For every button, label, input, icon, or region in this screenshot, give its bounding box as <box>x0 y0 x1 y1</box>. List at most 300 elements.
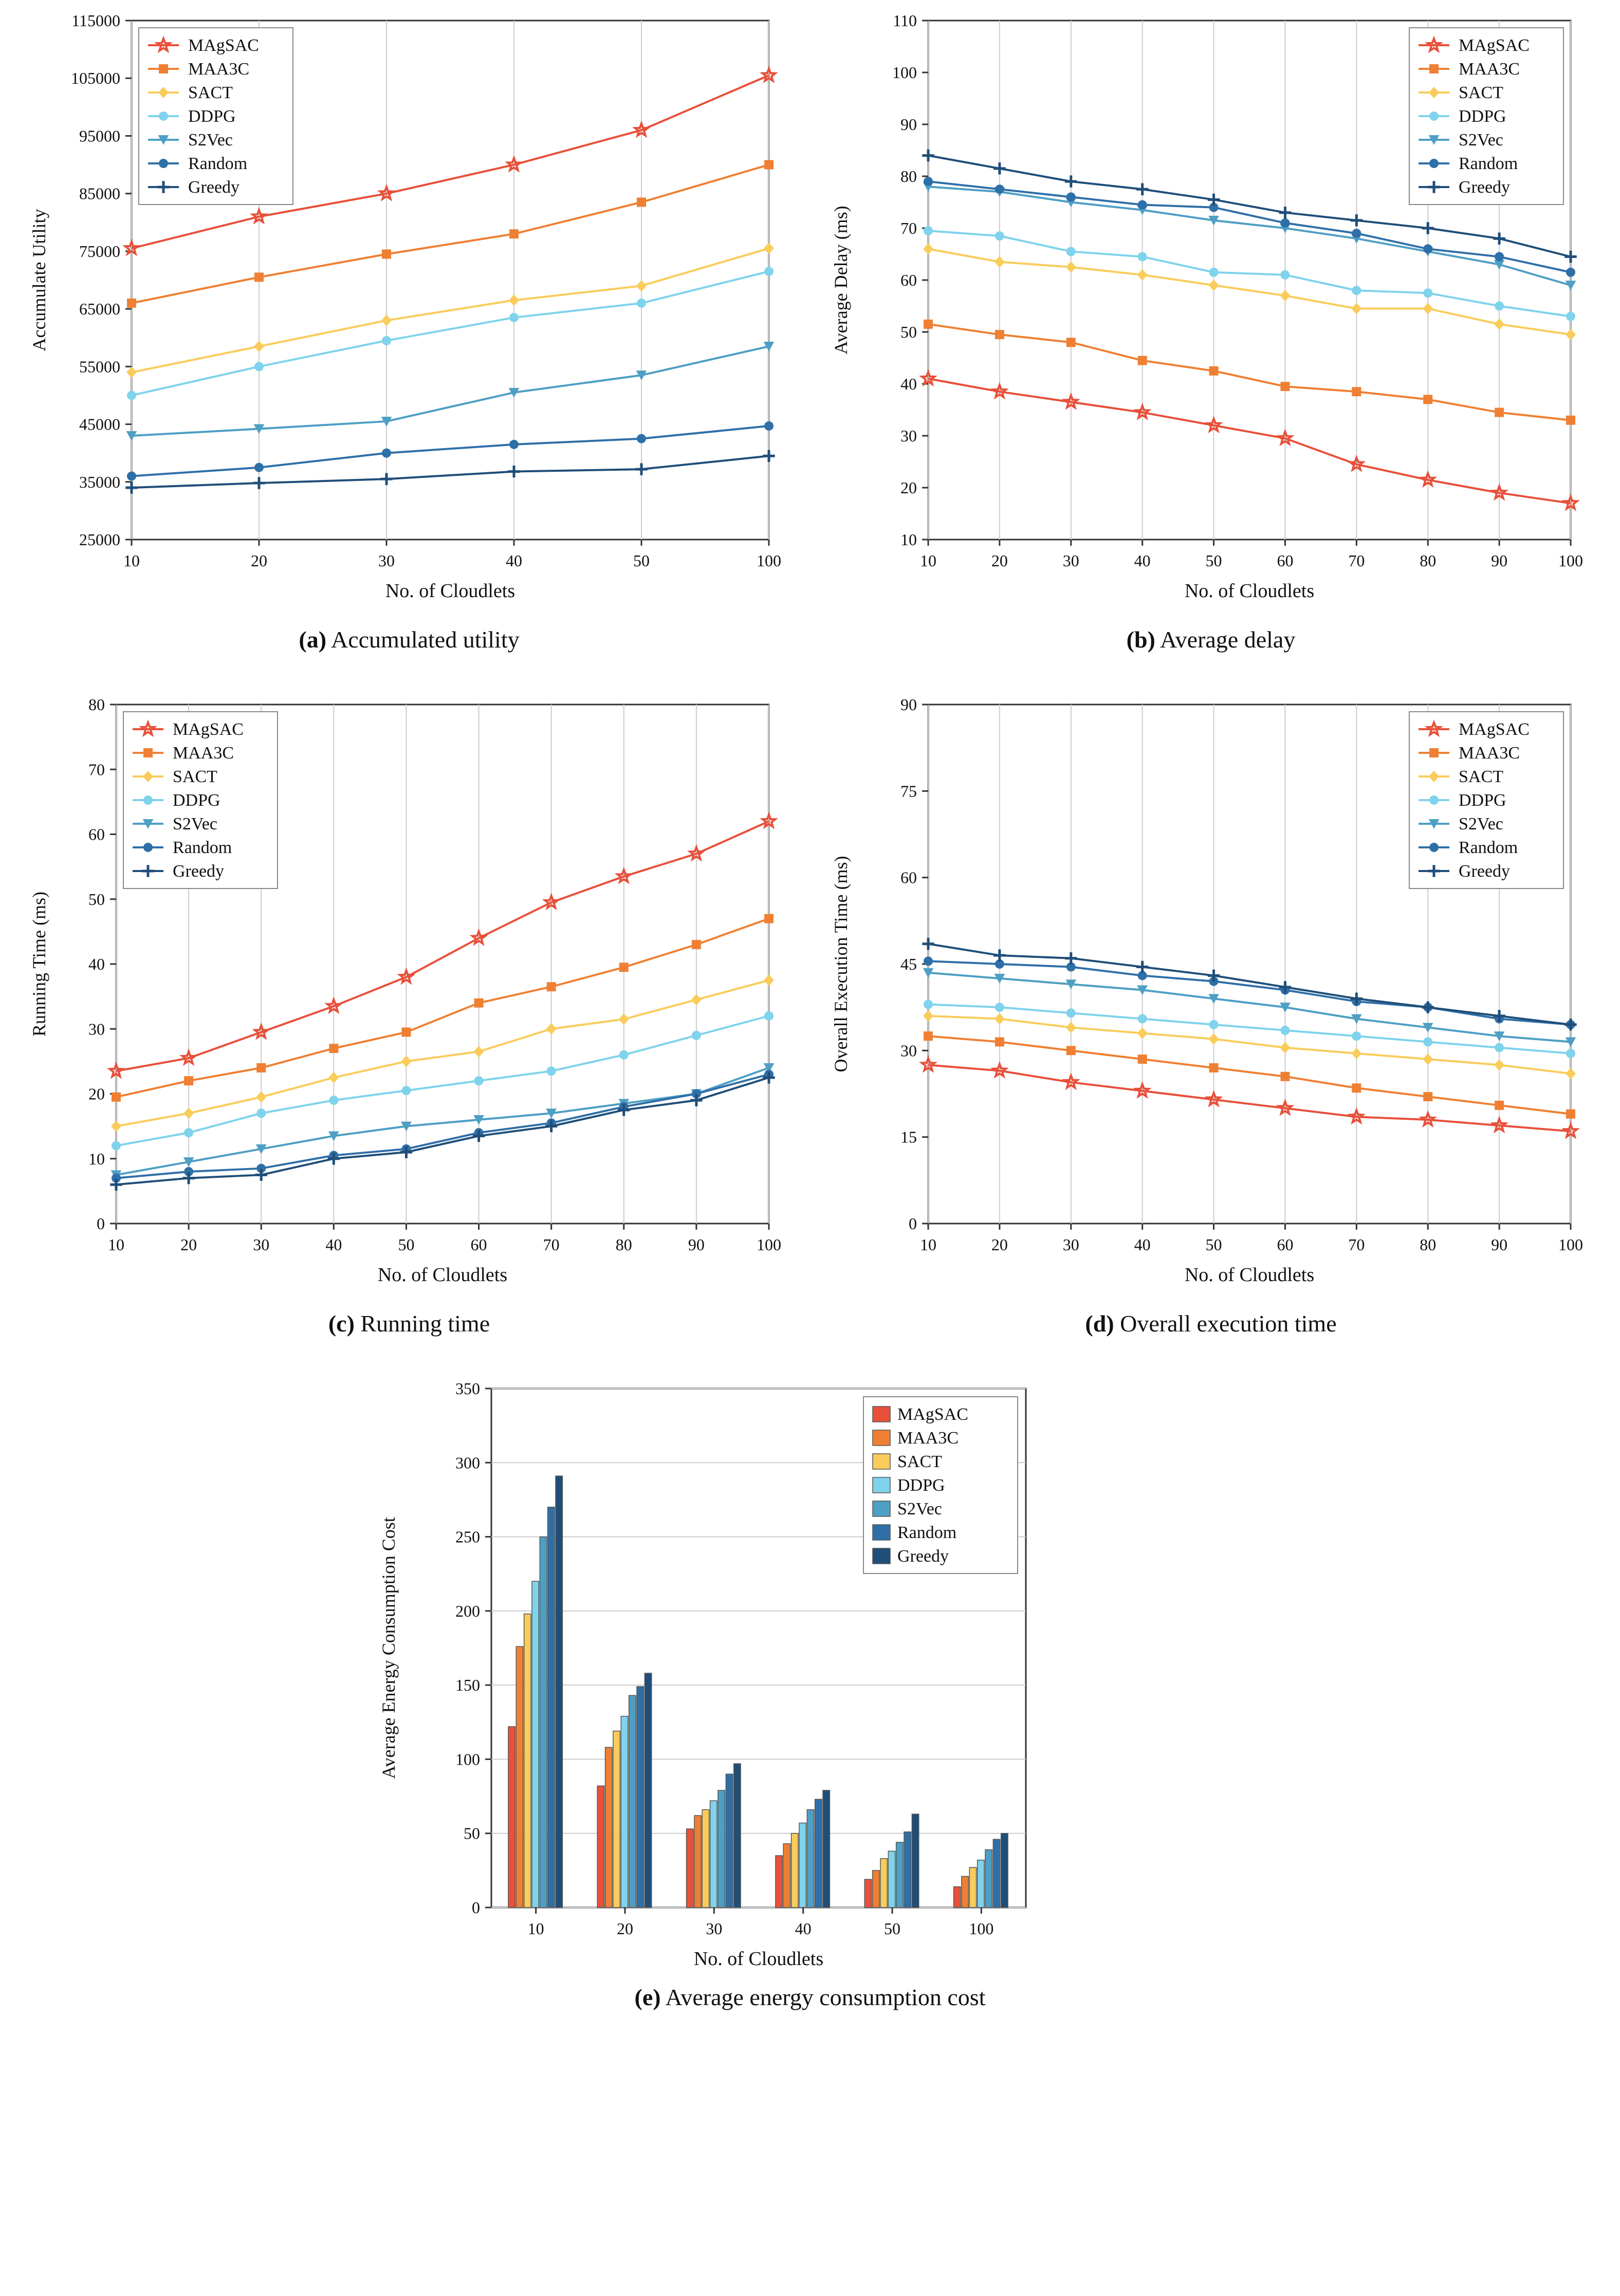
xtick-label: 50 <box>633 551 650 570</box>
ytick-label: 20 <box>88 1084 105 1103</box>
data-point <box>995 1038 1004 1047</box>
xtick-label: 10 <box>920 551 936 570</box>
ytick-label: 300 <box>455 1453 480 1472</box>
bar <box>962 1876 968 1908</box>
ytick-label: 250 <box>455 1527 480 1546</box>
bar <box>702 1810 709 1908</box>
figure-cell-d <box>825 684 1596 1368</box>
xtick-label: 20 <box>180 1235 197 1254</box>
ytick-label: 0 <box>909 1214 917 1233</box>
legend-label: SACT <box>1459 83 1503 102</box>
y-axis-label: Accumulate Utility <box>29 209 49 351</box>
xtick-label: 100 <box>757 551 781 570</box>
data-point <box>256 1108 266 1118</box>
figure-cell-c <box>24 684 795 1368</box>
legend-label: S2Vec <box>173 814 217 834</box>
xtick-label: 70 <box>543 1235 560 1254</box>
data-point <box>995 330 1004 339</box>
xtick-label: 10 <box>527 1919 544 1938</box>
data-point <box>1495 408 1504 417</box>
data-point <box>1566 312 1575 321</box>
xtick-label: 20 <box>251 551 267 570</box>
xtick-label: 30 <box>706 1919 723 1938</box>
bar <box>694 1816 701 1908</box>
bar <box>978 1860 984 1908</box>
xtick-label: 80 <box>615 1235 632 1254</box>
bar <box>687 1829 693 1908</box>
caption-d-tag: (d) <box>1085 1310 1114 1337</box>
legend-label: S2Vec <box>897 1499 942 1519</box>
bar <box>799 1823 806 1908</box>
legend-label: MAA3C <box>188 60 250 79</box>
data-point <box>1066 247 1076 256</box>
data-point <box>1429 112 1439 121</box>
legend-label: DDPG <box>188 107 236 126</box>
figure-cell-a <box>24 0 795 684</box>
xtick-label: 100 <box>969 1919 994 1938</box>
data-point <box>995 1003 1004 1012</box>
data-point <box>924 226 933 235</box>
data-point <box>1429 748 1439 757</box>
x-axis-label: No. of Cloudlets <box>1184 580 1315 602</box>
ytick-label: 60 <box>88 825 105 844</box>
data-point <box>1138 200 1147 210</box>
chart-d <box>825 684 1596 1301</box>
legend-label: Random <box>173 838 232 857</box>
xtick-label: 80 <box>1420 1235 1437 1254</box>
xtick-label: 50 <box>1205 551 1222 570</box>
ytick-label: 25000 <box>79 530 120 549</box>
figure-row-3 <box>0 1368 1620 2042</box>
data-point <box>1423 1092 1432 1101</box>
data-point <box>1209 366 1219 376</box>
figure-cell-b <box>825 0 1596 684</box>
data-point <box>1566 416 1575 425</box>
ytick-label: 100 <box>892 63 917 82</box>
xtick-label: 100 <box>757 1235 781 1254</box>
figure-cell-e <box>373 1368 1247 2042</box>
data-point <box>474 998 484 1008</box>
caption-d <box>825 1310 1596 1337</box>
xtick-label: 60 <box>470 1235 487 1254</box>
bar <box>993 1839 1000 1908</box>
xtick-label: 90 <box>688 1235 705 1254</box>
bar <box>807 1810 814 1908</box>
legend-label: Greedy <box>173 862 225 881</box>
xtick-label: 100 <box>1558 551 1583 570</box>
ytick-label: 105000 <box>71 69 120 88</box>
ytick-label: 75 <box>900 782 917 801</box>
xtick-label: 40 <box>506 551 522 570</box>
legend-label: DDPG <box>1459 791 1506 810</box>
caption-a-text: Accumulated utility <box>330 626 520 653</box>
bar <box>548 1507 555 1908</box>
legend-label: Random <box>188 154 248 173</box>
bar <box>645 1673 651 1908</box>
legend-swatch <box>873 1548 890 1564</box>
xtick-label: 40 <box>325 1235 342 1254</box>
data-point <box>143 795 153 805</box>
data-point <box>547 1066 556 1076</box>
caption-c-text: Running time <box>360 1310 490 1337</box>
y-axis-label: Average Energy Consumption Cost <box>378 1517 399 1779</box>
data-point <box>1423 288 1432 298</box>
figure-row-1 <box>0 0 1620 684</box>
data-point <box>382 336 391 345</box>
data-point <box>1495 252 1504 262</box>
xtick-label: 30 <box>1062 1235 1079 1254</box>
xtick-label: 60 <box>1277 1235 1294 1254</box>
ytick-label: 65000 <box>79 300 120 319</box>
data-point <box>1566 268 1575 277</box>
data-point <box>1566 1109 1575 1119</box>
bar <box>880 1859 887 1908</box>
data-point <box>509 229 519 238</box>
data-point <box>1280 1026 1290 1035</box>
data-point <box>1209 268 1219 277</box>
bar <box>710 1801 717 1908</box>
ytick-label: 350 <box>455 1379 480 1398</box>
caption-e <box>373 1984 1247 2011</box>
ytick-label: 50 <box>900 323 917 341</box>
data-point <box>764 914 774 923</box>
xtick-label: 50 <box>884 1919 900 1938</box>
data-point <box>1352 1031 1361 1041</box>
bar <box>734 1764 741 1908</box>
data-point <box>1352 286 1361 295</box>
bar <box>597 1786 604 1908</box>
xtick-label: 40 <box>795 1919 812 1938</box>
xtick-label: 100 <box>1558 1235 1583 1254</box>
data-point <box>256 1063 266 1072</box>
legend-label: MAA3C <box>1459 744 1520 763</box>
data-point <box>924 320 933 329</box>
bar <box>621 1716 628 1908</box>
legend-swatch <box>873 1454 890 1469</box>
data-point <box>1066 1046 1076 1055</box>
xtick-label: 20 <box>991 551 1008 570</box>
data-point <box>1280 270 1290 280</box>
data-point <box>143 748 153 757</box>
bar <box>954 1887 961 1908</box>
data-point <box>1138 1014 1147 1024</box>
legend-label: MAgSAC <box>188 36 259 55</box>
bar <box>823 1790 830 1908</box>
x-axis-label: No. of Cloudlets <box>385 580 516 602</box>
data-point <box>764 160 774 170</box>
data-point <box>1423 1038 1432 1047</box>
legend-swatch <box>873 1477 890 1493</box>
ytick-label: 75000 <box>79 242 120 261</box>
bar <box>726 1774 732 1908</box>
ytick-label: 35000 <box>79 472 120 491</box>
legend-label: Greedy <box>1459 862 1511 881</box>
ytick-label: 95000 <box>79 126 120 145</box>
data-point <box>1066 338 1076 347</box>
ytick-label: 0 <box>97 1214 105 1233</box>
ytick-label: 10 <box>900 530 917 549</box>
legend <box>1409 28 1563 205</box>
data-point <box>382 250 391 259</box>
data-point <box>1429 843 1439 852</box>
bar <box>969 1867 976 1908</box>
data-point <box>143 843 153 852</box>
bar <box>873 1871 879 1908</box>
data-point <box>692 940 701 949</box>
legend-label: MAA3C <box>897 1429 959 1448</box>
data-point <box>1352 387 1361 396</box>
xtick-label: 30 <box>253 1235 270 1254</box>
y-axis-label: Overall Execution Time (ms) <box>831 856 851 1072</box>
legend-swatch <box>873 1406 890 1422</box>
ytick-label: 115000 <box>71 11 120 30</box>
legend-swatch <box>873 1430 890 1446</box>
y-axis-label: Average Delay (ms) <box>831 206 851 355</box>
legend-label: MAgSAC <box>1459 36 1530 55</box>
ytick-label: 70 <box>88 760 105 779</box>
data-point <box>401 1028 411 1037</box>
data-point <box>995 231 1004 240</box>
ytick-label: 55000 <box>79 357 120 376</box>
ytick-label: 200 <box>455 1601 480 1620</box>
xtick-label: 60 <box>1277 551 1294 570</box>
legend-label: Random <box>1459 838 1518 857</box>
data-point <box>1429 795 1439 805</box>
data-point <box>1352 1083 1361 1093</box>
ytick-label: 30 <box>900 427 917 445</box>
legend-swatch <box>873 1525 890 1540</box>
ytick-label: 80 <box>88 695 105 714</box>
data-point <box>637 198 646 207</box>
caption-c-tag: (c) <box>328 1310 355 1337</box>
data-point <box>1429 64 1439 73</box>
ytick-label: 40 <box>900 375 917 393</box>
data-point <box>1423 244 1432 253</box>
caption-d-text: Overall execution time <box>1120 1310 1337 1337</box>
y-axis-label: Running Time (ms) <box>29 891 49 1037</box>
legend <box>123 712 278 888</box>
data-point <box>184 1128 193 1137</box>
data-point <box>127 472 136 481</box>
bar <box>718 1790 725 1908</box>
legend-swatch <box>873 1501 890 1516</box>
legend <box>863 1397 1018 1573</box>
data-point <box>619 1050 629 1060</box>
xtick-label: 90 <box>1491 1235 1508 1254</box>
bar <box>904 1832 911 1908</box>
ytick-label: 70 <box>900 219 917 237</box>
data-point <box>254 463 264 472</box>
data-point <box>401 1086 411 1095</box>
legend-label: SACT <box>173 767 217 786</box>
data-point <box>159 112 168 121</box>
ytick-label: 150 <box>455 1676 480 1695</box>
caption-a <box>24 626 795 653</box>
bar <box>613 1731 620 1908</box>
data-point <box>329 1096 338 1105</box>
xtick-label: 90 <box>1491 551 1508 570</box>
xtick-label: 10 <box>123 551 140 570</box>
data-point <box>254 272 264 282</box>
bar <box>776 1856 782 1908</box>
legend-label: MAA3C <box>1459 60 1520 79</box>
ytick-label: 20 <box>900 478 917 497</box>
ytick-label: 60 <box>900 271 917 289</box>
bar <box>888 1851 895 1908</box>
data-point <box>159 159 168 168</box>
legend-label: DDPG <box>897 1476 945 1495</box>
data-point <box>995 184 1004 194</box>
legend-label: S2Vec <box>188 131 233 150</box>
data-point <box>127 391 136 400</box>
ytick-label: 90 <box>900 695 917 714</box>
bar <box>637 1687 643 1908</box>
x-axis-label: No. of Cloudlets <box>693 1948 824 1970</box>
bar <box>791 1834 798 1908</box>
bar <box>896 1842 903 1908</box>
bar <box>864 1879 871 1908</box>
data-point <box>637 434 646 443</box>
ytick-label: 30 <box>88 1020 105 1039</box>
bar <box>1001 1834 1008 1908</box>
legend <box>1409 712 1563 888</box>
xtick-label: 20 <box>991 1235 1008 1254</box>
chart-e <box>373 1368 1247 1974</box>
data-point <box>924 1000 933 1009</box>
caption-e-text: Average energy consumption cost <box>665 1984 986 2010</box>
xtick-label: 40 <box>1134 551 1151 570</box>
data-point <box>1280 218 1290 228</box>
ytick-label: 45 <box>900 955 917 973</box>
legend-label: Random <box>897 1523 957 1542</box>
xtick-label: 50 <box>1205 1235 1222 1254</box>
figure-row-2 <box>0 684 1620 1368</box>
data-point <box>112 1141 121 1151</box>
legend-label: Random <box>1459 154 1518 173</box>
ytick-label: 90 <box>900 115 917 134</box>
data-point <box>1495 1101 1504 1110</box>
data-point <box>764 1011 774 1021</box>
caption-b <box>825 626 1596 653</box>
data-point <box>924 177 933 186</box>
data-point <box>1495 302 1504 311</box>
ytick-label: 85000 <box>79 184 120 203</box>
data-point <box>159 64 168 73</box>
data-point <box>1138 356 1147 365</box>
caption-a-tag: (a) <box>299 626 327 653</box>
data-point <box>1352 229 1361 238</box>
caption-b-text: Average delay <box>1159 626 1296 653</box>
data-point <box>382 449 391 458</box>
data-point <box>1138 252 1147 262</box>
data-point <box>1280 382 1290 391</box>
ytick-label: 40 <box>88 955 105 973</box>
data-point <box>1429 159 1439 168</box>
legend-label: MAgSAC <box>1459 720 1530 739</box>
ytick-label: 60 <box>900 868 917 887</box>
data-point <box>764 267 774 276</box>
data-point <box>764 421 774 431</box>
data-point <box>692 1031 701 1040</box>
data-point <box>1280 1072 1290 1081</box>
ytick-label: 100 <box>455 1750 480 1769</box>
legend-label: MAA3C <box>173 744 234 763</box>
xtick-label: 70 <box>1348 1235 1365 1254</box>
ytick-label: 10 <box>88 1149 105 1168</box>
bar <box>516 1646 523 1908</box>
caption-b-tag: (b) <box>1126 626 1155 653</box>
xtick-label: 10 <box>920 1235 936 1254</box>
data-point <box>924 956 933 966</box>
xtick-label: 70 <box>1348 551 1365 570</box>
xtick-label: 20 <box>617 1919 633 1938</box>
legend-label: SACT <box>897 1452 942 1471</box>
data-point <box>1209 1063 1219 1072</box>
chart-b <box>825 0 1596 617</box>
bar <box>532 1581 539 1908</box>
bar <box>815 1799 822 1908</box>
bar <box>524 1614 531 1908</box>
chart-c <box>24 684 795 1301</box>
data-point <box>637 299 646 308</box>
data-point <box>329 1044 338 1053</box>
bar <box>540 1537 546 1908</box>
data-point <box>619 962 629 972</box>
legend-label: MAgSAC <box>897 1405 968 1424</box>
data-point <box>1066 192 1076 201</box>
xtick-label: 80 <box>1420 551 1437 570</box>
data-point <box>127 299 136 308</box>
bar <box>783 1844 790 1908</box>
data-point <box>474 1076 484 1085</box>
ytick-label: 0 <box>472 1898 480 1917</box>
data-point <box>1209 1020 1219 1029</box>
data-point <box>184 1076 193 1085</box>
bar <box>629 1695 636 1908</box>
data-point <box>924 1031 933 1041</box>
bar <box>985 1849 992 1908</box>
legend-label: MAgSAC <box>173 720 244 739</box>
x-axis-label: No. of Cloudlets <box>1184 1264 1315 1286</box>
legend-label: S2Vec <box>1459 814 1503 834</box>
xtick-label: 40 <box>1134 1235 1151 1254</box>
bar <box>912 1814 918 1908</box>
data-point <box>1423 395 1432 404</box>
ytick-label: 15 <box>900 1127 917 1146</box>
bar <box>508 1727 515 1908</box>
xtick-label: 30 <box>1062 551 1079 570</box>
legend-label: Greedy <box>1459 178 1511 197</box>
data-point <box>1066 1008 1076 1017</box>
bar <box>605 1747 612 1908</box>
legend-label: S2Vec <box>1459 131 1503 150</box>
legend-label: SACT <box>1459 767 1503 786</box>
ytick-label: 50 <box>88 890 105 909</box>
ytick-label: 80 <box>900 167 917 186</box>
caption-c <box>24 1310 795 1337</box>
legend-label: DDPG <box>173 791 220 810</box>
ytick-label: 45000 <box>79 415 120 434</box>
caption-e-tag: (e) <box>634 1984 661 2010</box>
legend <box>139 28 293 205</box>
chart-a <box>24 0 795 617</box>
ytick-label: 110 <box>893 11 917 30</box>
data-point <box>547 982 556 991</box>
data-point <box>112 1093 121 1102</box>
xtick-label: 30 <box>378 551 395 570</box>
legend-label: Greedy <box>188 178 240 197</box>
data-point <box>254 362 264 371</box>
